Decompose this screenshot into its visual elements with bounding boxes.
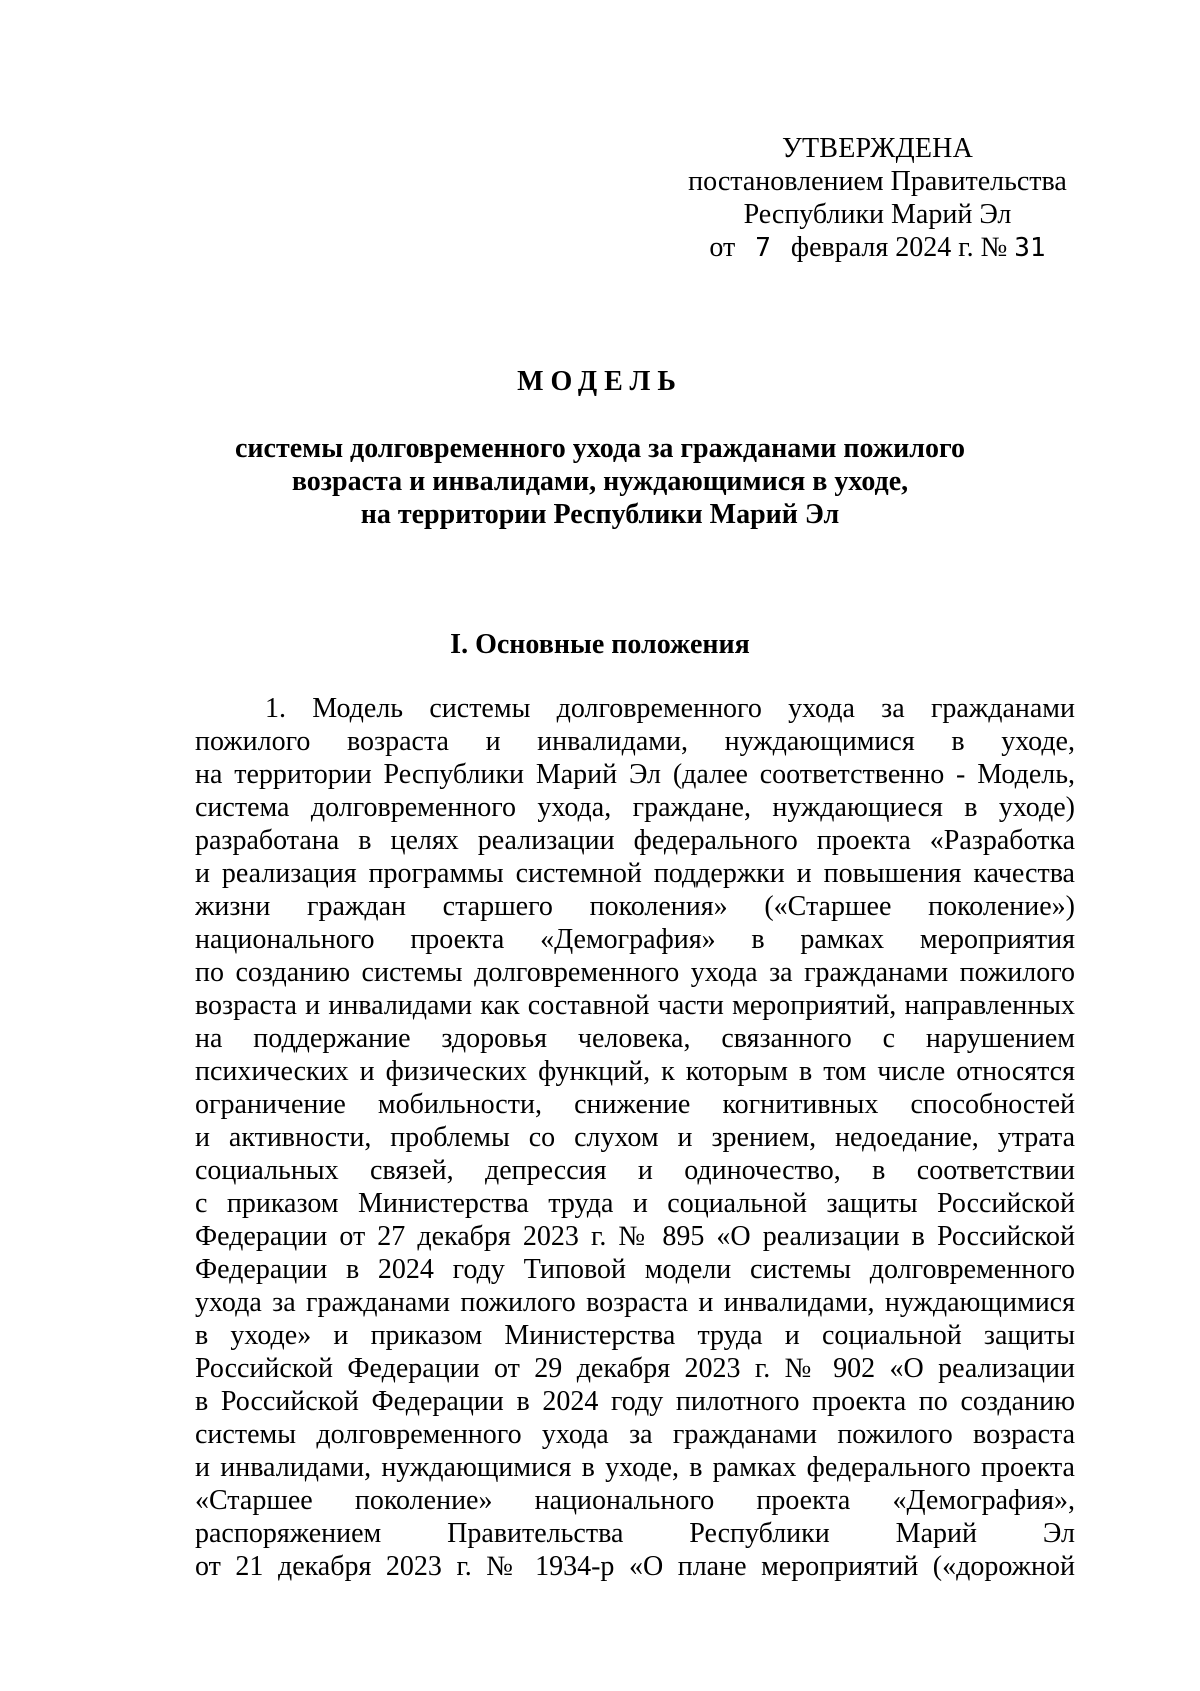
document-title: МОДЕЛЬ bbox=[517, 366, 683, 397]
approval-number: 31 bbox=[1014, 233, 1046, 263]
body-line: система долговременного ухода, граждане, нуждающиеся в уходе) bbox=[195, 792, 1075, 823]
body-line: национального проекта «Демография» в рамках мероприятия bbox=[195, 924, 1075, 955]
body-line: жизни граждан старшего поколения» («Старшее поколение») bbox=[195, 891, 1075, 922]
approval-title: УТВЕРЖДЕНА bbox=[781, 133, 974, 164]
body-line: и реализация программы системной поддержки и повышения качества bbox=[195, 858, 1075, 889]
body-line: психических и физических функций, к которым в том числе относятся bbox=[195, 1056, 1075, 1087]
body-line: Российской Федерации от 29 декабря 2023 г. № 902 «О реализации bbox=[195, 1353, 1075, 1384]
body-line: возраста и инвалидами как составной части мероприятий, направленных bbox=[195, 990, 1075, 1021]
body-line: Федерации в 2024 году Типовой модели системы долговременного bbox=[195, 1254, 1075, 1285]
subtitle-line: на территории Республики Марий Эл bbox=[360, 499, 840, 530]
body-line: с приказом Министерства труда и социальной защиты Российской bbox=[195, 1188, 1075, 1219]
subtitle-line: системы долговременного ухода за гражданами пожилого bbox=[234, 433, 966, 464]
body-line: ухода за гражданами пожилого возраста и инвалидами, нуждающимися bbox=[195, 1287, 1075, 1318]
body-line: 1. Модель системы долговременного ухода за гражданами bbox=[265, 693, 1075, 724]
body-line: от 21 декабря 2023 г. № 1934-р «О плане мероприятий («дорожной bbox=[195, 1551, 1075, 1582]
body-text bbox=[195, 692, 1075, 1583]
body-line: и активности, проблемы со слухом и зрением, недоедание, утрата bbox=[195, 1122, 1075, 1153]
body-line: социальных связей, депрессия и одиночество, в соответствии bbox=[195, 1155, 1075, 1186]
body-line: Федерации от 27 декабря 2023 г. № 895 «О реализации в Российской bbox=[195, 1221, 1075, 1252]
approval-stamp bbox=[680, 132, 1075, 265]
section-heading: I. Основные положения bbox=[450, 629, 750, 660]
body-line: «Старшее поколение» национального проекта «Демография», bbox=[195, 1485, 1075, 1516]
subtitle-line: возраста и инвалидами, нуждающимися в уходе, bbox=[291, 466, 909, 497]
approval-day: 7 bbox=[755, 233, 771, 263]
body-line: по созданию системы долговременного ухода за гражданами пожилого bbox=[195, 957, 1075, 988]
approval-line-2: Республики Марий Эл bbox=[743, 199, 1012, 230]
body-line: на поддержание здоровья человека, связанного с нарушением bbox=[195, 1023, 1075, 1054]
document-subtitle bbox=[200, 432, 1000, 531]
approval-month-year: февраля 2024 г. № bbox=[790, 232, 1008, 263]
body-line: разработана в целях реализации федерального проекта «Разработка bbox=[195, 825, 1075, 856]
approval-date-line bbox=[680, 231, 1075, 265]
body-line: распоряжением Правительства Республики Марий Эл bbox=[195, 1518, 1075, 1549]
approval-date-prefix: от bbox=[709, 232, 736, 263]
body-line: и инвалидами, нуждающимися в уходе, в рамках федерального проекта bbox=[195, 1452, 1075, 1483]
body-line: пожилого возраста и инвалидами, нуждающимися в уходе, bbox=[195, 726, 1075, 757]
body-line: в Российской Федерации в 2024 году пилотного проекта по созданию bbox=[195, 1386, 1075, 1417]
body-line: в уходе» и приказом Министерства труда и социальной защиты bbox=[195, 1320, 1075, 1351]
body-line: ограничение мобильности, снижение когнитивных способностей bbox=[195, 1089, 1075, 1120]
body-line: на территории Республики Марий Эл (далее соответственно - Модель, bbox=[195, 759, 1075, 790]
body-line: системы долговременного ухода за гражданами пожилого возраста bbox=[195, 1419, 1075, 1450]
approval-line-1: постановлением Правительства bbox=[688, 166, 1067, 197]
